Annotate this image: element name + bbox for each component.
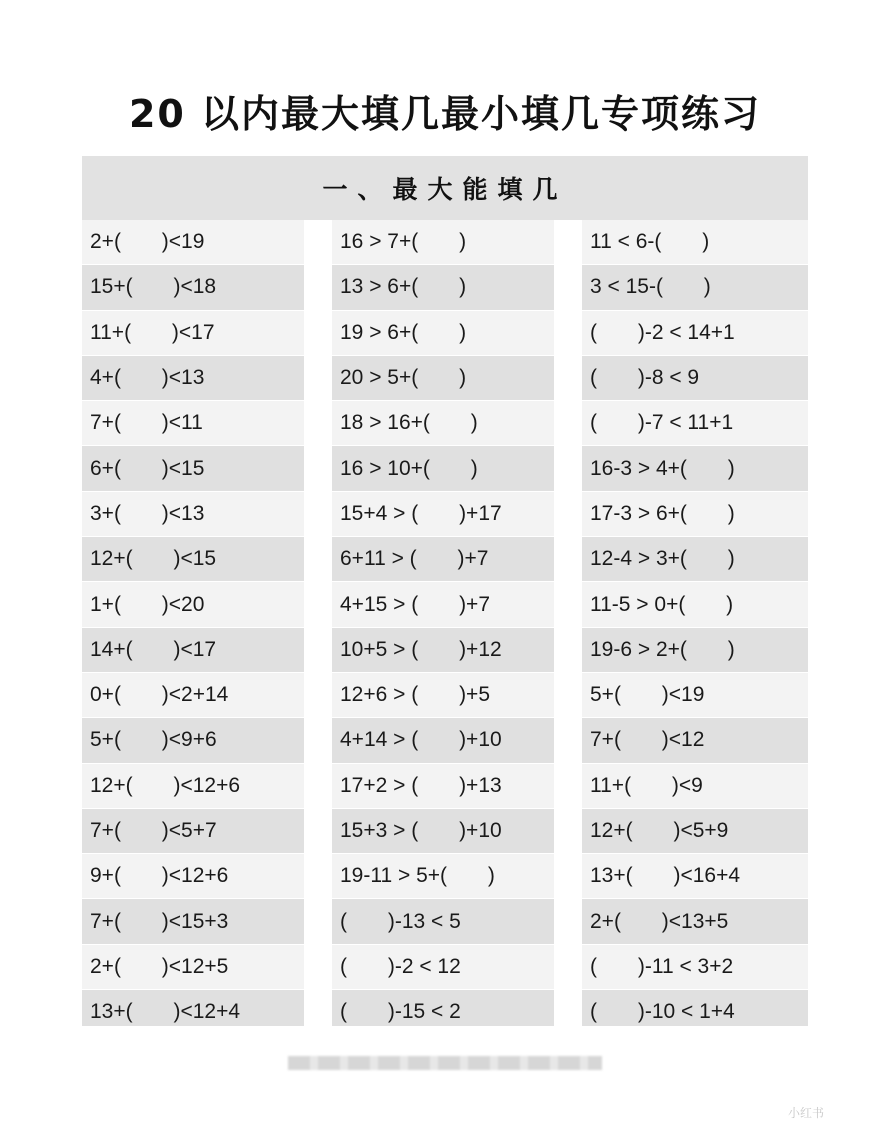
exercise-cell: ( )-10 < 1+4 — [582, 990, 808, 1026]
exercise-cell: ( )-2 < 12 — [332, 945, 554, 990]
worksheet — [82, 66, 808, 1026]
exercise-cell: 7+( )<11 — [82, 401, 304, 446]
exercise-cell: 14+( )<17 — [82, 628, 304, 673]
exercise-cell: 5+( )<19 — [582, 673, 808, 718]
exercise-cell: 11+( )<17 — [82, 311, 304, 356]
exercise-cell: 2+( )<13+5 — [582, 899, 808, 944]
exercise-cell: 6+( )<15 — [82, 446, 304, 491]
exercise-cell: ( )-11 < 3+2 — [582, 945, 808, 990]
exercise-cell: 17+2 > ( )+13 — [332, 764, 554, 809]
exercise-cell: 4+( )<13 — [82, 356, 304, 401]
exercise-cell: 2+( )<12+5 — [82, 945, 304, 990]
exercise-cell: 3 < 15-( ) — [582, 265, 808, 310]
exercise-cell: 4+14 > ( )+10 — [332, 718, 554, 763]
worksheet-title: 20 以内最大填几最小填几专项练习 — [128, 91, 762, 136]
exercise-cell: 16 > 7+( ) — [332, 220, 554, 265]
exercise-cell: 15+4 > ( )+17 — [332, 492, 554, 537]
exercise-cell: ( )-2 < 14+1 — [582, 311, 808, 356]
exercise-cell: ( )-7 < 11+1 — [582, 401, 808, 446]
exercise-cell: 11-5 > 0+( ) — [582, 582, 808, 627]
exercise-grid — [82, 220, 808, 1026]
exercise-cell: 15+3 > ( )+10 — [332, 809, 554, 854]
exercise-cell: 7+( )<5+7 — [82, 809, 304, 854]
exercise-cell: 10+5 > ( )+12 — [332, 628, 554, 673]
blurred-footer-text — [288, 1056, 602, 1070]
exercise-cell: 20 > 5+( ) — [332, 356, 554, 401]
exercise-cell: 19-6 > 2+( ) — [582, 628, 808, 673]
exercise-cell: 15+( )<18 — [82, 265, 304, 310]
exercise-cell: 17-3 > 6+( ) — [582, 492, 808, 537]
exercise-cell: 13 > 6+( ) — [332, 265, 554, 310]
exercise-cell: 19-11 > 5+( ) — [332, 854, 554, 899]
exercise-cell: 0+( )<2+14 — [82, 673, 304, 718]
exercise-cell: 7+( )<15+3 — [82, 899, 304, 944]
exercise-cell: ( )-8 < 9 — [582, 356, 808, 401]
exercise-cell: 11 < 6-( ) — [582, 220, 808, 265]
exercise-cell: 12+( )<15 — [82, 537, 304, 582]
exercise-cell: 4+15 > ( )+7 — [332, 582, 554, 627]
exercise-cell: 5+( )<9+6 — [82, 718, 304, 763]
exercise-cell: 9+( )<12+6 — [82, 854, 304, 899]
exercise-cell: 12+( )<5+9 — [582, 809, 808, 854]
exercise-cell: ( )-15 < 2 — [332, 990, 554, 1026]
section-header: 一、最大能填几 — [82, 156, 808, 220]
exercise-cell: 13+( )<16+4 — [582, 854, 808, 899]
exercise-cell: 12+( )<12+6 — [82, 764, 304, 809]
exercise-grid-viewport — [82, 220, 808, 1026]
exercise-cell: 2+( )<19 — [82, 220, 304, 265]
exercise-cell: 12-4 > 3+( ) — [582, 537, 808, 582]
exercise-cell: 3+( )<13 — [82, 492, 304, 537]
exercise-cell: 12+6 > ( )+5 — [332, 673, 554, 718]
exercise-cell: 16 > 10+( ) — [332, 446, 554, 491]
exercise-cell: 19 > 6+( ) — [332, 311, 554, 356]
watermark: 小红书 — [788, 1106, 825, 1120]
exercise-cell: 18 > 16+( ) — [332, 401, 554, 446]
exercise-cell: ( )-13 < 5 — [332, 899, 554, 944]
exercise-cell: 16-3 > 4+( ) — [582, 446, 808, 491]
exercise-cell: 11+( )<9 — [582, 764, 808, 809]
exercise-cell: 13+( )<12+4 — [82, 990, 304, 1026]
exercise-cell: 1+( )<20 — [82, 582, 304, 627]
exercise-cell: 7+( )<12 — [582, 718, 808, 763]
exercise-cell: 6+11 > ( )+7 — [332, 537, 554, 582]
